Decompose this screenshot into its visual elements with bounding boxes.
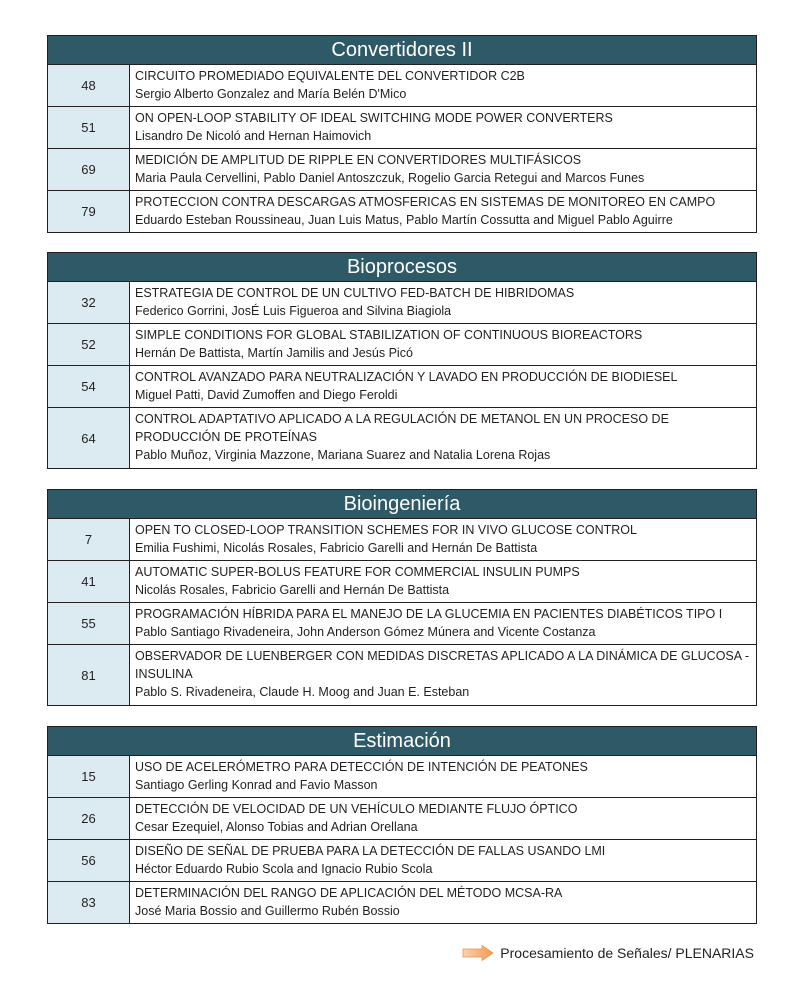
paper-row — [48, 561, 756, 603]
paper-number: 26 — [48, 798, 130, 839]
section-title: Estimación — [48, 727, 756, 756]
paper-title: PROGRAMACIÓN HÍBRIDA PARA EL MANEJO DE LA GLUCEMIA EN PACIENTES DIABÉTICOS TIPO I — [135, 607, 723, 621]
paper-number: 41 — [48, 561, 130, 602]
paper-entry — [130, 149, 756, 190]
paper-number: 54 — [48, 366, 130, 407]
paper-row — [48, 191, 756, 232]
paper-authors: Miguel Patti, David Zumoffen and Diego Feroldi — [135, 388, 398, 402]
paper-number: 15 — [48, 756, 130, 797]
paper-authors: Héctor Eduardo Rubio Scola and Ignacio Rubio Scola — [135, 862, 433, 876]
paper-entry — [130, 840, 756, 881]
paper-title: CONTROL AVANZADO PARA NEUTRALIZACIÓN Y LAVADO EN PRODUCCIÓN DE BIODIESEL — [135, 370, 678, 384]
next-section-label: Procesamiento de Señales/ PLENARIAS — [500, 945, 754, 961]
paper-row — [48, 840, 756, 882]
section-title: Convertidores II — [48, 36, 756, 65]
paper-authors: Maria Paula Cervellini, Pablo Daniel Antoszczuk, Rogelio Garcia Retegui and Marcos Funes — [135, 171, 645, 185]
paper-authors: Pablo Santiago Rivadeneira, John Anderson Gómez Múnera and Vicente Costanza — [135, 625, 596, 639]
paper-authors: Eduardo Esteban Roussineau, Juan Luis Matus, Pablo Martín Cossutta and Miguel Pablo Aguirre — [135, 213, 673, 227]
paper-number: 52 — [48, 324, 130, 365]
paper-title: DISEÑO DE SEÑAL DE PRUEBA PARA LA DETECCIÓN DE FALLAS USANDO LMI — [135, 844, 606, 858]
paper-row — [48, 408, 756, 468]
paper-entry — [130, 107, 756, 148]
paper-entry — [130, 408, 756, 468]
paper-authors: Sergio Alberto Gonzalez and María Belén D'Mico — [135, 87, 407, 101]
paper-title: MEDICIÓN DE AMPLITUD DE RIPPLE EN CONVERTIDORES MULTIFÁSICOS — [135, 153, 582, 167]
paper-entry — [130, 561, 756, 602]
paper-entry — [130, 798, 756, 839]
paper-entry — [130, 645, 756, 705]
paper-title: USO DE ACELERÓMETRO PARA DETECCIÓN DE INTENCIÓN DE PEATONES — [135, 760, 588, 774]
paper-entry — [130, 366, 756, 407]
paper-number: 32 — [48, 282, 130, 323]
paper-title: ESTRATEGIA DE CONTROL DE UN CULTIVO FED-BATCH DE HIBRIDOMAS — [135, 286, 575, 300]
section-estimacion — [47, 726, 757, 924]
paper-number: 64 — [48, 408, 130, 468]
paper-authors: Hernán De Battista, Martín Jamilis and Jesús Picó — [135, 346, 413, 360]
paper-title: OPEN TO CLOSED-LOOP TRANSITION SCHEMES FOR IN VIVO GLUCOSE CONTROL — [135, 523, 637, 537]
paper-number: 79 — [48, 191, 130, 232]
paper-title: DETECCIÓN DE VELOCIDAD DE UN VEHÍCULO MEDIANTE FLUJO ÓPTICO — [135, 802, 578, 816]
paper-authors: Federico Gorrini, JosÉ Luis Figueroa and Silvina Biagiola — [135, 304, 452, 318]
paper-row — [48, 882, 756, 923]
arrow-right-icon — [462, 945, 494, 961]
paper-entry — [130, 65, 756, 106]
paper-authors: José Maria Bossio and Guillermo Rubén Bossio — [135, 904, 400, 918]
paper-authors: Pablo S. Rivadeneira, Claude H. Moog and Juan E. Esteban — [135, 685, 470, 699]
paper-number: 81 — [48, 645, 130, 705]
paper-row — [48, 645, 756, 705]
paper-row — [48, 149, 756, 191]
paper-title: OBSERVADOR DE LUENBERGER CON MEDIDAS DISCRETAS APLICADO A LA DINÁMICA DE GLUCOSA - INSULINA — [135, 649, 750, 681]
paper-row — [48, 756, 756, 798]
paper-title: SIMPLE CONDITIONS FOR GLOBAL STABILIZATION OF CONTINUOUS BIOREACTORS — [135, 328, 643, 342]
paper-row — [48, 65, 756, 107]
paper-row — [48, 324, 756, 366]
paper-row — [48, 366, 756, 408]
paper-authors: Lisandro De Nicoló and Hernan Haimovich — [135, 129, 372, 143]
paper-title: AUTOMATIC SUPER-BOLUS FEATURE FOR COMMERCIAL INSULIN PUMPS — [135, 565, 580, 579]
paper-title: CIRCUITO PROMEDIADO EQUIVALENTE DEL CONVERTIDOR C2B — [135, 69, 525, 83]
paper-number: 69 — [48, 149, 130, 190]
paper-number: 56 — [48, 840, 130, 881]
section-convertidores-ii — [47, 35, 757, 233]
paper-number: 7 — [48, 519, 130, 560]
paper-number: 55 — [48, 603, 130, 644]
paper-entry — [130, 191, 756, 232]
section-bioingenieria — [47, 489, 757, 706]
paper-entry — [130, 756, 756, 797]
paper-number: 48 — [48, 65, 130, 106]
paper-row — [48, 519, 756, 561]
paper-entry — [130, 282, 756, 323]
section-bioprocesos — [47, 252, 757, 469]
section-title: Bioingeniería — [48, 490, 756, 519]
paper-title: ON OPEN-LOOP STABILITY OF IDEAL SWITCHING MODE POWER CONVERTERS — [135, 111, 613, 125]
paper-authors: Santiago Gerling Konrad and Favio Masson — [135, 778, 378, 792]
paper-row — [48, 798, 756, 840]
paper-authors: Emilia Fushimi, Nicolás Rosales, Fabricio Garelli and Hernán De Battista — [135, 541, 538, 555]
paper-row — [48, 603, 756, 645]
paper-authors: Nicolás Rosales, Fabricio Garelli and Hernán De Battista — [135, 583, 450, 597]
paper-title: DETERMINACIÓN DEL RANGO DE APLICACIÓN DEL MÉTODO MCSA-RA — [135, 886, 563, 900]
paper-number: 51 — [48, 107, 130, 148]
paper-entry — [130, 603, 756, 644]
paper-number: 83 — [48, 882, 130, 923]
paper-authors: Pablo Muñoz, Virginia Mazzone, Mariana Suarez and Natalia Lorena Rojas — [135, 448, 551, 462]
paper-authors: Cesar Ezequiel, Alonso Tobias and Adrian Orellana — [135, 820, 418, 834]
paper-entry — [130, 324, 756, 365]
paper-row — [48, 107, 756, 149]
paper-entry — [130, 519, 756, 560]
paper-title: CONTROL ADAPTATIVO APLICADO A LA REGULACIÓN DE METANOL EN UN PROCESO DE PRODUCCIÓN DE PROTEÍNAS — [135, 412, 669, 444]
paper-entry — [130, 882, 756, 923]
paper-title: PROTECCION CONTRA DESCARGAS ATMOSFERICAS EN SISTEMAS DE MONITOREO EN CAMPO — [135, 195, 716, 209]
next-section-link[interactable] — [462, 942, 754, 964]
paper-row — [48, 282, 756, 324]
section-title: Bioprocesos — [48, 253, 756, 282]
